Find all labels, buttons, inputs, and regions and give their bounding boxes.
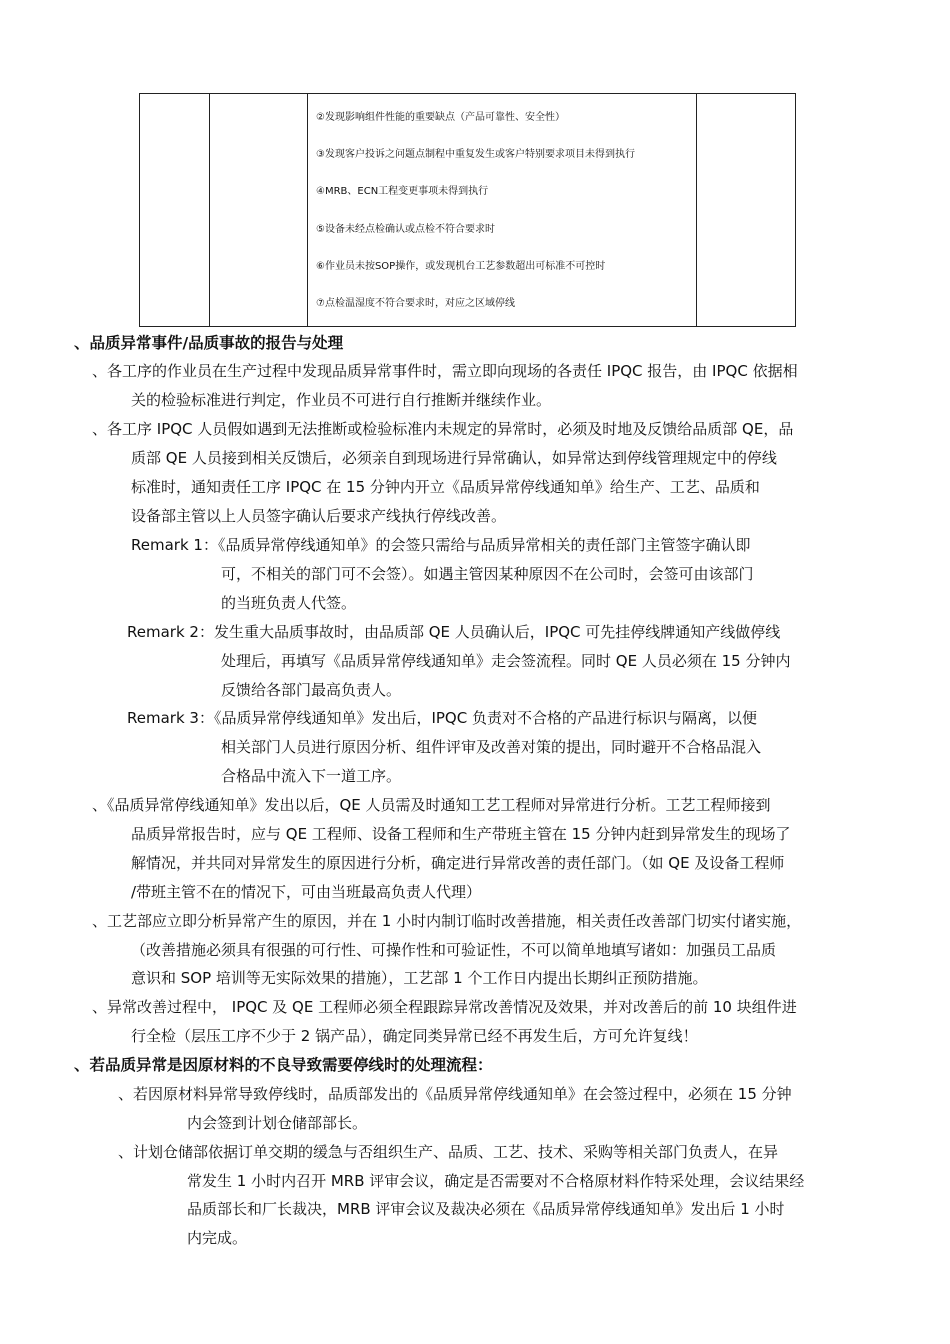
paragraph-line: 意识和 SOP 培训等无实际效果的措施），工艺部 1 个工作日内提出长期纠正预防措施。 — [131, 969, 708, 987]
table-column-divider — [696, 94, 697, 326]
table-column-divider — [307, 94, 308, 326]
section-heading: 、品质异常事件/品质事故的报告与处理 — [74, 334, 344, 352]
paragraph-line: 标准时，通知责任工序 IPQC 在 15 分钟内开立《品质异常停线通知单》给生产、工艺、品质和 — [131, 478, 760, 496]
table-item: ⑤设备未经点检确认或点检不符合要求时 — [316, 224, 495, 235]
paragraph-line: 、若因原材料异常导致停线时，品质部发出的《品质异常停线通知单》在会签过程中，必须在 15 分钟 — [118, 1085, 792, 1103]
table-item: ④MRB、ECN工程变更事项未得到执行 — [316, 186, 489, 197]
paragraph-line: 内会签到计划仓储部部长。 — [187, 1114, 368, 1132]
paragraph-line: 、《品质异常停线通知单》发出以后，QE 人员需及时通知工艺工程师对异常进行分析。工艺工程师接到 — [92, 796, 771, 814]
table-item: ②发现影响组件性能的重要缺点（产品可靠性、安全性） — [316, 112, 565, 123]
paragraph-line: 、工艺部应立即分析异常产生的原因，并在 1 小时内制订临时改善措施，相关责任改善部门切实付诸实施， — [92, 912, 802, 930]
remark-line: Remark 3：《品质异常停线通知单》发出后，IPQC 负责对不合格的产品进行标识与隔离，以便 — [127, 709, 757, 727]
paragraph-line: 、计划仓储部依据订单交期的缓急与否组织生产、品质、工艺、技术、采购等相关部门负责人，在异 — [118, 1143, 779, 1161]
paragraph-line: /带班主管不在的情况下，可由当班最高负责人代理） — [131, 883, 482, 901]
paragraph-line: 关的检验标准进行判定，作业员不可进行自行推断并继续作业。 — [131, 391, 552, 409]
paragraph-line: 行全检（层压工序不少于 2 锅产品），确定同类异常已经不再发生后，方可允许复线！ — [131, 1027, 698, 1045]
paragraph-line: 、异常改善过程中， IPQC 及 QE 工程师必须全程跟踪异常改善情况及效果，并对改善后的前 10 块组件进 — [92, 998, 797, 1016]
remark-line: Remark 1：《品质异常停线通知单》的会签只需给与品质异常相关的责任部门主管签字确认即 — [131, 536, 751, 554]
paragraph-line: 设备部主管以上人员签字确认后要求产线执行停线改善。 — [131, 507, 507, 525]
table-item: ⑥作业员未按SOP操作，或发现机台工艺参数超出可标准不可控时 — [316, 261, 606, 272]
table-item: ③发现客户投诉之问题点制程中重复发生或客户特别要求项目未得到执行 — [316, 149, 635, 160]
paragraph-line: 解情况，并共同对异常发生的原因进行分析，确定进行异常改善的责任部门。（如 QE 及设备工程师 — [131, 854, 785, 872]
paragraph-line: 常发生 1 小时内召开 MRB 评审会议，确定是否需要对不合格原材料作特采处理，会议结果经 — [187, 1172, 805, 1190]
paragraph-line: 质部 QE 人员接到相关反馈后，必须亲自到现场进行异常确认，如异常达到停线管理规定中的停线 — [131, 449, 777, 467]
remark-line: 的当班负责人代签。 — [221, 594, 357, 612]
paragraph-line: 品质异常报告时，应与 QE 工程师、设备工程师和生产带班主管在 15 分钟内赶到异常发生的现场了 — [131, 825, 791, 843]
criteria-table — [139, 93, 796, 327]
remark-line: 反馈给各部门最高负责人。 — [221, 681, 402, 699]
paragraph-line: 内完成。 — [187, 1229, 248, 1247]
section-heading: 、若品质异常是因原材料的不良导致需要停线时的处理流程： — [74, 1056, 493, 1074]
remark-line: 相关部门人员进行原因分析、组件评审及改善对策的提出，同时避开不合格品混入 — [221, 738, 762, 756]
table-item: ⑦点检温湿度不符合要求时，对应之区域停线 — [316, 298, 515, 309]
remark-line: Remark 2：发生重大品质事故时，由品质部 QE 人员确认后，IPQC 可先挂停线牌通知产线做停线 — [127, 623, 781, 641]
remark-line: 合格品中流入下一道工序。 — [221, 767, 402, 785]
paragraph-line: 、各工序 IPQC 人员假如遇到无法推断或检验标准内未规定的异常时，必须及时地及反馈给品质部 QE，品 — [92, 420, 794, 438]
remark-line: 处理后，再填写《品质异常停线通知单》走会签流程。同时 QE 人员必须在 15 分钟内 — [221, 652, 791, 670]
table-column-divider — [209, 94, 210, 326]
paragraph-line: 品质部长和厂长裁决，MRB 评审会议及裁决必须在《品质异常停线通知单》发出后 1 小时 — [187, 1200, 785, 1218]
remark-line: 可，不相关的部门可不会签）。如遇主管因某种原因不在公司时，会签可由该部门 — [221, 565, 754, 583]
paragraph-line: （改善措施必须具有很强的可行性、可操作性和可验证性，不可以简单地填写诸如：加强员工品质 — [131, 941, 777, 959]
paragraph-line: 、各工序的作业员在生产过程中发现品质异常事件时，需立即向现场的各责任 IPQC 报告，由 IPQC 依据相 — [92, 362, 798, 380]
